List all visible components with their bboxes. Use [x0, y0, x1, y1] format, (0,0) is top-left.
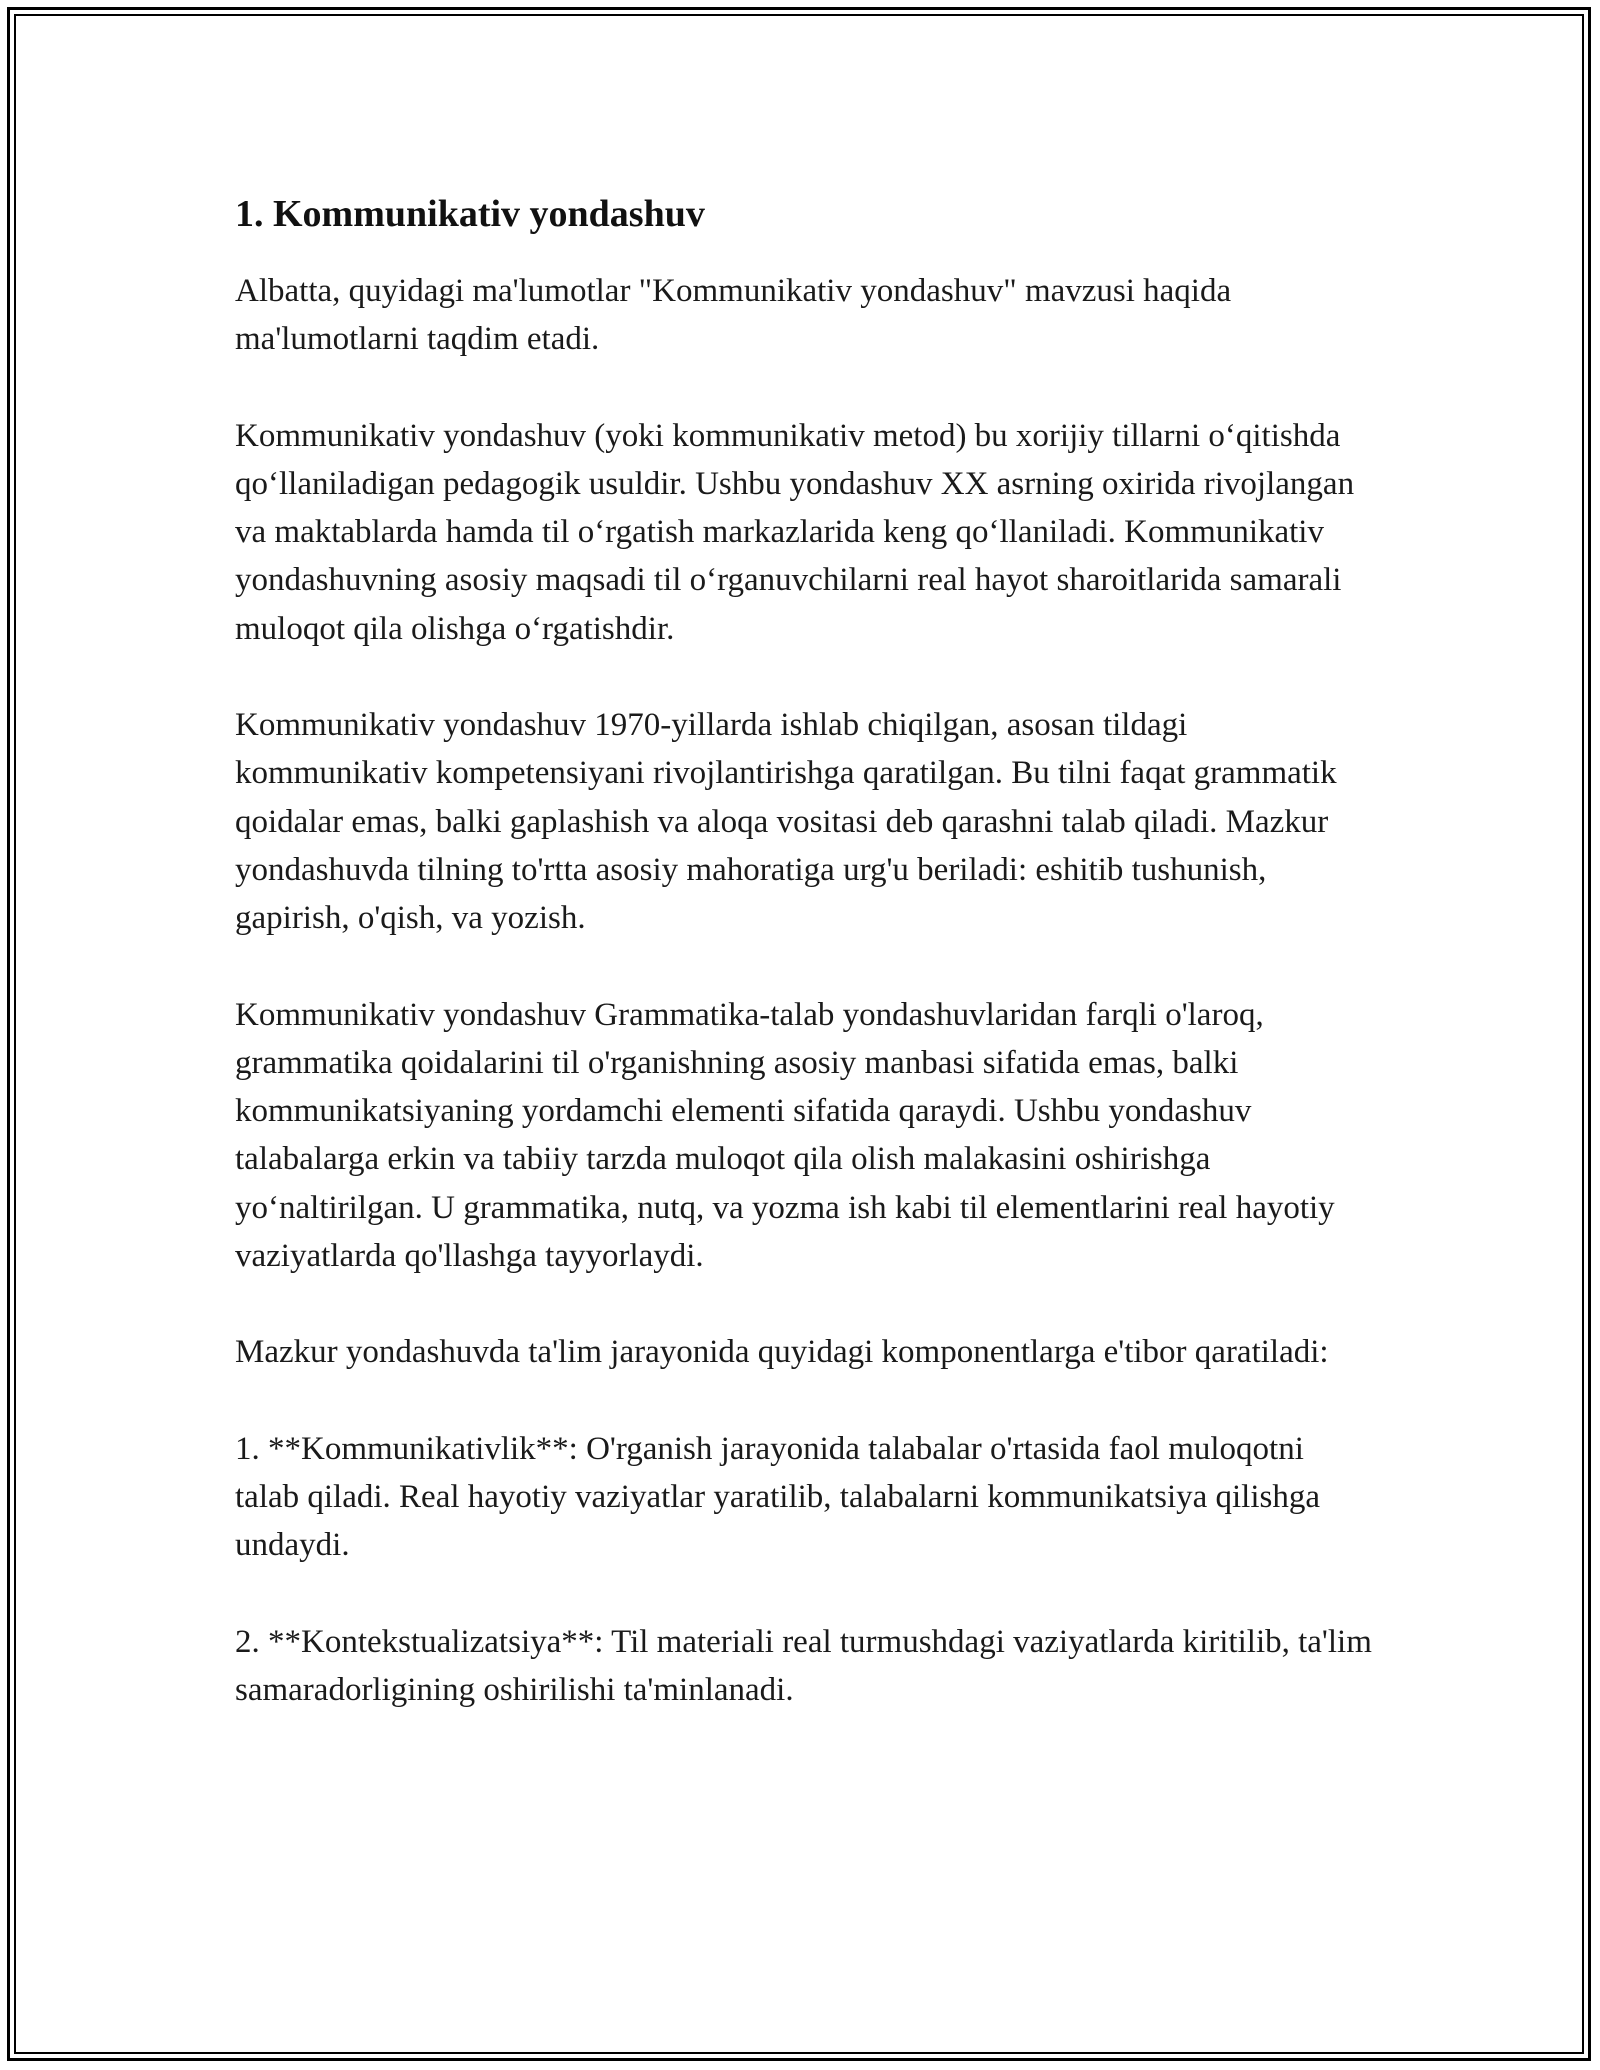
document-title: 1. Kommunikativ yondashuv [235, 193, 705, 235]
paragraph-comparison: Kommunikativ yondashuv Grammatika-talab yondashuvlaridan farqli o'laroq, grammatika qoidalarini til o'rganishning asosiy manbasi sifatida emas, balki kommunikatsiyaning yordamchi elementi sifatida qaraydi. Ushbu yondashuv talabalarga erkin va tabiiy tarzda muloqot qila olish malakasini oshirishga yo‘naltirilgan. U grammatika, nutq, va yozma ish kabi til elementlarini real hayotiy vaziyatlarda qo'llashga tayyorlaydi. [235, 996, 1335, 1275]
paragraph-definition: Kommunikativ yondashuv (yoki kommunikativ metod) bu xorijiy tillarni o‘qitishda qo‘llaniladigan pedagogik usuldir. Ushbu yondashuv XX asrning oxirida rivojlangan va maktablarda hamda til o‘rgatish markazlarida keng qo‘llaniladi. Kommunikativ yondashuvning asosiy maqsadi til o‘rganuvchilarni real hayot sharoitlarida samarali muloqot qila olishga o‘rgatishdir. [235, 417, 1355, 647]
paragraph-history: Kommunikativ yondashuv 1970-yillarda ishlab chiqilgan, asosan tildagi kommunikativ kompetensiyani rivojlantirishga qaratilgan. Bu tilni faqat grammatik qoidalar emas, balki gaplashish va aloqa vositasi deb qarashni talab qiladi. Mazkur yondashuvda tilning to'rtta asosiy mahoratiga urg'u beriladi: eshitib tushunish, gapirish, o'qish, va yozish. [235, 707, 1337, 937]
paragraph-components-intro: Mazkur yondashuvda ta'lim jarayonida quyidagi komponentlarga e'tibor qaratiladi: [235, 1334, 1329, 1371]
list-item-contextualization: 2. **Kontekstualizatsiya**: Til materiali real turmushdagi vaziyatlarda kiritilib, ta'lim samaradorligining oshirilishi ta'minlanadi. [235, 1623, 1372, 1708]
paragraph-intro: Albatta, quyidagi ma'lumotlar "Kommunikativ yondashuv" mavzusi haqida ma'lumotlarni taqdim etadi. [235, 273, 1232, 358]
document-body [235, 183, 1375, 1762]
list-item-communicativeness: 1. **Kommunikativlik**: O'rganish jarayonida talabalar o'rtasida faol muloqotni talab qiladi. Real hayotiy vaziyatlar yaratilib, talabalarni kommunikatsiya qilishga undaydi. [235, 1430, 1321, 1564]
